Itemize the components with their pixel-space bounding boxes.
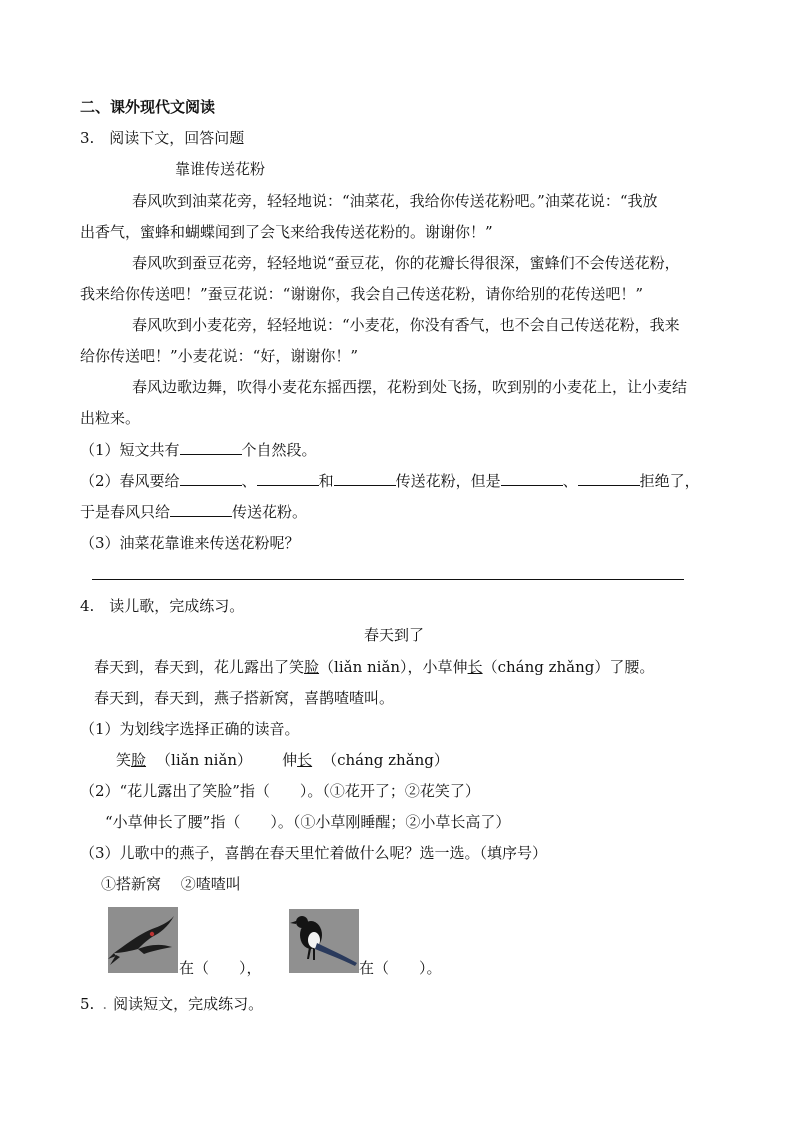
q4-line1-text-c: （cháng zhǎng）了腰。 — [482, 658, 655, 676]
q4-line1-underlined-1: 脸 — [304, 658, 320, 676]
q4-sub1: （1）为划线字选择正确的读音。 — [80, 720, 300, 738]
q5-dot: . — [102, 995, 108, 1013]
q3-para3-line2: 给你传送吧！”小麦花说：“好，谢谢你！” — [80, 347, 359, 365]
q3-sub2-line2-text-b: 传送花粉。 — [232, 503, 308, 521]
q3-sub2-text-a: （2）春风要给 — [80, 472, 180, 490]
q4-sub1-options — [116, 750, 449, 770]
q4-poem-title: 春天到了 — [364, 626, 425, 644]
q3-sub1 — [80, 440, 317, 460]
q3-sub2-blank-2[interactable] — [257, 471, 319, 486]
q3-sub2-blank-3[interactable] — [334, 471, 396, 486]
q4-opt2-char: 伸 — [282, 751, 298, 769]
q3-sub2-line2-text-a: 于是春风只给 — [80, 503, 171, 521]
q3-para2-line2: 我来给你传送吧！”蚕豆花说：“谢谢你，我会自己传送花粉，请你给别的花传送吧！” — [80, 285, 644, 303]
q4-opt1-pinyin[interactable]: （liǎn niǎn） — [156, 751, 253, 769]
q3-para3-line1: 春风吹到小麦花旁，轻轻地说：“小麦花，你没有香气，也不会自己传送花粉，我来 — [132, 316, 680, 334]
q3-sub2-blank-1[interactable] — [180, 471, 242, 486]
q4-poem-line2: 春天到，春天到，燕子搭新窝，喜鹊喳喳叫。 — [94, 689, 395, 707]
q3-para2-line1: 春风吹到蚕豆花旁，轻轻地说“蚕豆花，你的花瓣长得很深，蜜蜂们不会传送花粉， — [132, 254, 680, 272]
swallow-image — [108, 907, 178, 973]
q3-sub2-blank-4[interactable] — [501, 471, 563, 486]
q4-prompt: 4. 读儿歌，完成练习。 — [80, 597, 245, 615]
q4-sub3: （3）儿歌中的燕子，喜鹊在春天里忙着做什么呢？选一选。（填序号） — [80, 844, 548, 862]
q4-sub2-line2: “小草伸长了腰”指（ ）。（①小草刚睡醒；②小草长高了） — [105, 813, 511, 831]
q4-line1-underlined-2: 长 — [467, 658, 483, 676]
q5-prompt — [80, 994, 263, 1014]
q3-para4-line1: 春风边歌边舞，吹得小麦花东摇西摆，花粉到处飞扬，吹到别的小麦花上，让小麦结 — [132, 378, 688, 396]
q3-para4-line2: 出粒来。 — [80, 409, 141, 427]
magpie-image — [289, 909, 359, 973]
q3-sub2-and: 和 — [318, 472, 334, 490]
q4-sub2-line1: （2）“花儿露出了笑脸”指（ ）。（①花开了；②花笑了） — [80, 782, 480, 800]
q3-sub2-blank-6[interactable] — [170, 502, 232, 517]
q3-sub3: （3）油菜花靠谁来传送花粉呢？ — [80, 534, 300, 552]
q3-sub2-text-c: 拒绝了， — [639, 472, 700, 490]
q3-sub2-text-b: 传送花粉，但是 — [395, 472, 501, 490]
q3-sub2-sep2: 、 — [562, 472, 578, 490]
q4-poem-line1 — [94, 657, 654, 677]
q4-line1-text-b: （liǎn niǎn），小草伸 — [319, 658, 468, 676]
q3-passage-title: 靠谁传送花粉 — [175, 160, 266, 178]
q3-sub2-blank-5[interactable] — [578, 471, 640, 486]
q3-sub1-text-a: （1）短文共有 — [80, 441, 180, 459]
q4-opt2-underlined: 长 — [297, 751, 313, 769]
q3-prompt: 3. 阅读下文，回答问题 — [80, 129, 245, 147]
q3-sub2-line2 — [80, 502, 307, 522]
q4-opt1-underlined: 脸 — [131, 751, 147, 769]
q5-text: 阅读短文，完成练习。 — [113, 995, 264, 1013]
q3-sub2-sep1: 、 — [241, 472, 257, 490]
q4-line1-text-a: 春天到，春天到，花儿露出了笑 — [94, 658, 305, 676]
q3-sub1-text-b: 个自然段。 — [241, 441, 317, 459]
q3-sub1-blank[interactable] — [180, 440, 242, 455]
q3-answer-line[interactable] — [92, 579, 684, 580]
section-title: 二、课外现代文阅读 — [80, 98, 216, 116]
q4-opt1-char: 笑 — [116, 751, 132, 769]
q3-para1-line1: 春风吹到油菜花旁，轻轻地说：“油菜花，我给你传送花粉吧。”油菜花说：“我放 — [132, 192, 658, 210]
swallow-answer[interactable]: 在（ ）， — [179, 959, 262, 977]
q5-number: 5. — [80, 995, 95, 1013]
q3-para1-line2: 出香气，蜜蜂和蝴蝶闻到了会飞来给我传送花粉的。谢谢你！” — [80, 223, 493, 241]
q4-choices: ①搭新窝 ②喳喳叫 — [101, 875, 241, 893]
magpie-answer[interactable]: 在（ ）。 — [359, 959, 442, 977]
q3-sub2-line1 — [80, 471, 700, 491]
q4-opt2-pinyin[interactable]: （cháng zhǎng） — [322, 751, 449, 769]
